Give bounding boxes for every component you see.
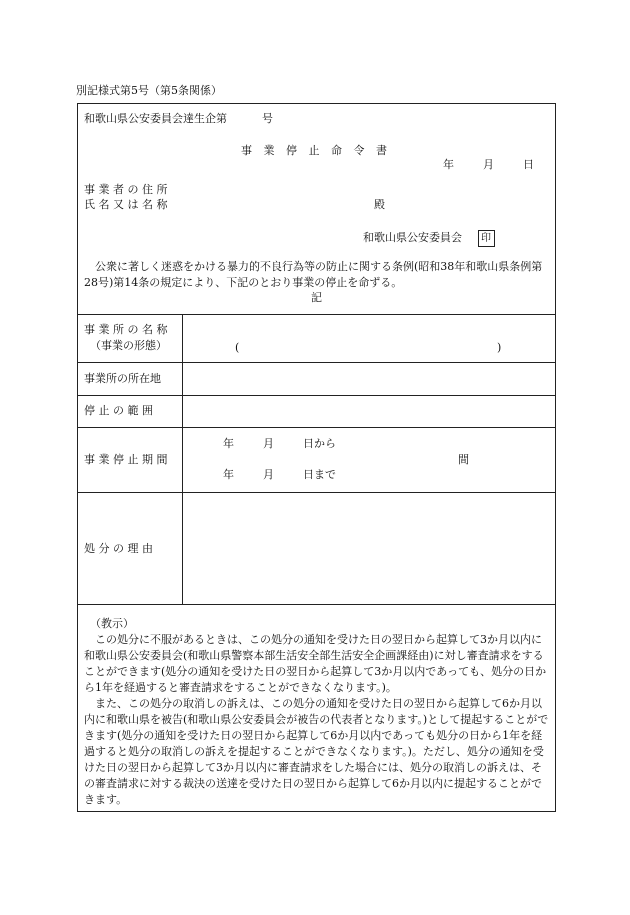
date-day: 日 — [523, 158, 534, 171]
issuer-line — [363, 230, 495, 247]
issue-date — [443, 158, 534, 172]
office-name-label: 事 業 所 の 名 称 — [84, 323, 168, 336]
paren-open: ( — [235, 341, 240, 354]
appeal-notice — [84, 616, 550, 808]
address-label: 事 業 者 の 住 所 — [84, 183, 168, 196]
date-year: 年 — [443, 158, 454, 171]
seal-mark: 印 — [478, 230, 495, 247]
row-divider — [78, 427, 555, 428]
reason-label: 処 分 の 理 由 — [84, 542, 153, 555]
end-year: 年 — [223, 468, 234, 481]
issuer-name: 和歌山県公安委員会 — [363, 231, 462, 244]
paren-close: ) — [497, 341, 502, 354]
document-number — [84, 112, 273, 126]
office-location-label: 事業所の所在地 — [84, 372, 161, 385]
period-end — [223, 468, 336, 482]
office-type-label: （事業の形態） — [90, 339, 167, 352]
notice-paragraph-1: この処分に不服があるときは、この処分の通知を受けた日の翌日から起算して3か月以内に和歌山県公安委員会(和歌山県警察本部生活安全部生活安全企画課経由)に対し審査請求をすることができます(処分の通知を受けた日の翌日から起算して3か月以内であっても、処分の日から1年を経過すると審査請求をすることができなくなります。)。 — [84, 633, 547, 694]
notice-heading: （教示） — [90, 617, 134, 630]
start-day: 日から — [303, 437, 336, 450]
doc-number-prefix: 和歌山県公安委員会達生企第 — [84, 112, 227, 125]
start-year: 年 — [223, 437, 234, 450]
scope-label: 停 止 の 範 囲 — [84, 404, 153, 417]
start-month: 月 — [263, 437, 274, 450]
end-day: 日まで — [303, 468, 336, 481]
period-start — [223, 437, 336, 451]
form-number-label: 別記様式第5号（第5条関係） — [76, 84, 222, 97]
table-top-rule — [78, 314, 555, 315]
order-form — [77, 103, 556, 812]
row-divider — [78, 395, 555, 396]
intro-text: 公衆に著しく迷惑をかける暴力的不良行為等の防止に関する条例(昭和38年和歌山県条例第28号)第14条の規定により、下記のとおり事業の停止を命ずる。 — [84, 260, 543, 289]
date-month: 月 — [483, 158, 494, 171]
period-suffix: 間 — [458, 453, 469, 466]
notice-paragraph-2: また、この処分の取消しの訴えは、この処分の通知を受けた日の翌日から起算して6か月以内に和歌山県を被告(和歌山県公安委員会が被告の代表者となります。)として提起することができます(処分の通知を受けた日の翌日から起算して6か月以内であっても処分の日から1年を経過すると処分の取消しの訴えを提起することができなくなります。)。ただし、処分の通知を受けた日の翌日から起算して3か月以内に審査請求をした場合には、処分の取消しの訴えは、その審査請求に対する裁決の送達を受けた日の翌日から起算して6か月以内に提起することができます。 — [84, 697, 549, 806]
name-label: 氏 名 又 は 名 称 — [84, 198, 168, 211]
honorific: 殿 — [374, 198, 385, 211]
row-divider — [78, 492, 555, 493]
table-bottom-rule — [78, 604, 555, 605]
period-label: 事 業 停 止 期 間 — [84, 453, 168, 466]
doc-number-suffix: 号 — [262, 112, 273, 125]
ki-label: 記 — [311, 291, 322, 304]
row-divider — [78, 362, 555, 363]
end-month: 月 — [263, 468, 274, 481]
column-divider — [182, 314, 183, 604]
document-title: 事 業 停 止 命 令 書 — [241, 144, 391, 157]
